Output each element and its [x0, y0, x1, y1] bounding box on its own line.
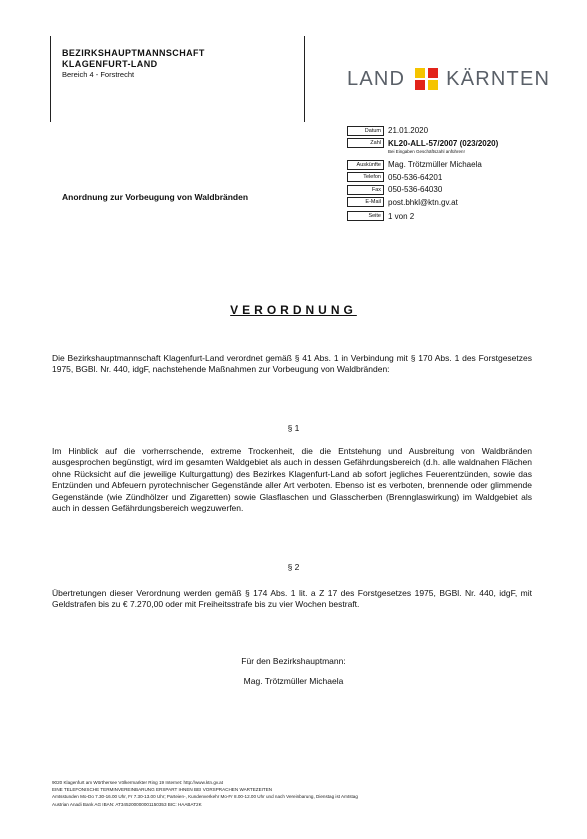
page-footer	[52, 779, 358, 808]
section-2-text: Übertretungen dieser Verordnung werden gemäß § 174 Abs. 1 lit. a Z 17 des Forstgesetzes 1975, BGBl. Nr. 440, idgF, mit Geldstrafen bis zu € 7.270,00 oder mit Freiheitsstrafe bis zu vier Wochen bestraft.	[52, 588, 532, 610]
intro-paragraph: Die Bezirkshauptmannschaft Klagenfurt-Land verordnet gemäß § 41 Abs. 1 in Verbindung mit § 170 Abs. 1 des Forstgesetzes 1975, BGBl. Nr. 440, idgF, nachstehende Maßnahmen zur Vorbeugung von Waldbränden:	[52, 353, 532, 375]
meta-row-auskuenfte	[347, 159, 498, 170]
meta-row-fax	[347, 184, 498, 195]
footer-office-hours: Amtsstunden Mo-Do 7.30-16.00 Uhr, Fr 7.30-13.00 Uhr; Parteien-, Kundenverkehr Mo-Fr 8.00-12.00 Uhr und nach Vereinbarung, Dienstag ist Amtstag	[52, 794, 358, 800]
footer-appointment-note: EINE TELEFONISCHE TERMINVEREINBARUNG ERSPART IHNEN BEI VORSPRACHEN WARTEZEITEN	[52, 787, 273, 793]
authority-name-line1: BEZIRKSHAUPTMANNSCHAFT	[62, 48, 205, 58]
meta-value-telefon: 050-536-64201	[388, 172, 443, 182]
department: Bereich 4 - Forstrecht	[62, 70, 135, 79]
meta-row-telefon	[347, 172, 498, 183]
meta-label-email: E-Mail	[347, 197, 384, 207]
metadata-table	[347, 125, 498, 223]
meta-label-auskuenfte: Auskünfte	[347, 160, 384, 170]
document-subject: Anordnung zur Vorbeugung von Waldbränden	[62, 192, 249, 202]
meta-label-fax: Fax	[347, 185, 384, 195]
meta-value-zahl: KL20-ALL-57/2007 (023/2020)	[388, 138, 499, 148]
logo-word-land: LAND	[347, 67, 406, 90]
meta-value-fax: 050-536-64030	[388, 185, 443, 194]
meta-value-seite: 1 von 2	[388, 211, 415, 221]
header-divider-right	[304, 36, 305, 122]
footer-bank-details: Austrian Anadi Bank AG IBAN: AT345200000001150353 BIC: HAABAT2K	[52, 801, 202, 807]
meta-label-seite: Seite	[347, 211, 384, 221]
section-2-heading: § 2	[287, 562, 300, 572]
meta-value-auskuenfte: Mag. Trötzmüller Michaela	[388, 160, 482, 169]
section-1-text: Im Hinblick auf die vorherrschende, extreme Trockenheit, die die Entstehung und Ausbreitung von Waldbränden ausgesprochen begünstigt, wird im gesamten Waldgebiet als auch in dessen Gefährdungsbereich (d.h. alle waldnahen Flächen ohne Rücksicht auf die jeweilige Kulturgattung) des Bezirkes Klagenfurt-Land ab sofort jegliches Feuerentzünden, sowie das Entzünden und Abfeuern pyrotechnischer Gegenstände aller Art verboten. Ebenso ist es verboten, brennende oder glimmende Gegenstände (wie Zündhölzer und Zigaretten) sowie Glasflaschen und Glasscherben (Brennglaswirkung) im Waldgebiet als auch in dessen Gefährdungsbereich wegzuwerfen.	[52, 446, 532, 514]
meta-value-datum: 21.01.2020	[388, 126, 429, 135]
document-title: VERORDNUNG	[230, 303, 357, 317]
meta-label-datum: Datum	[347, 126, 384, 136]
signature-for: Für den Bezirkshauptmann:	[241, 656, 346, 666]
authority-name-line2: KLAGENFURT-LAND	[62, 58, 158, 69]
logo-word-kaernten: KÄRNTEN	[446, 67, 551, 90]
meta-row-email	[347, 197, 498, 208]
header-divider-left	[50, 36, 51, 122]
meta-row-seite	[347, 211, 498, 222]
meta-label-zahl: Zahl	[347, 138, 384, 148]
land-kaernten-logo	[347, 66, 550, 92]
carinthia-flag-icon	[415, 68, 438, 90]
meta-zahl-note: Bei Eingaben Geschäftszahl anführen!	[388, 149, 465, 154]
meta-label-telefon: Telefon	[347, 172, 384, 182]
section-1-heading: § 1	[287, 423, 300, 433]
meta-row-zahl	[347, 138, 498, 149]
authority-block	[62, 48, 205, 81]
meta-value-email: post.bhkl@ktn.gv.at	[388, 197, 458, 207]
meta-row-datum	[347, 125, 498, 136]
footer-address: 9020 Klagenfurt am Wörthersee Völkermarkter Ring 19 Internet: http://www.ktn.gv.at	[52, 780, 223, 785]
signature-name: Mag. Trötzmüller Michaela	[243, 676, 344, 686]
